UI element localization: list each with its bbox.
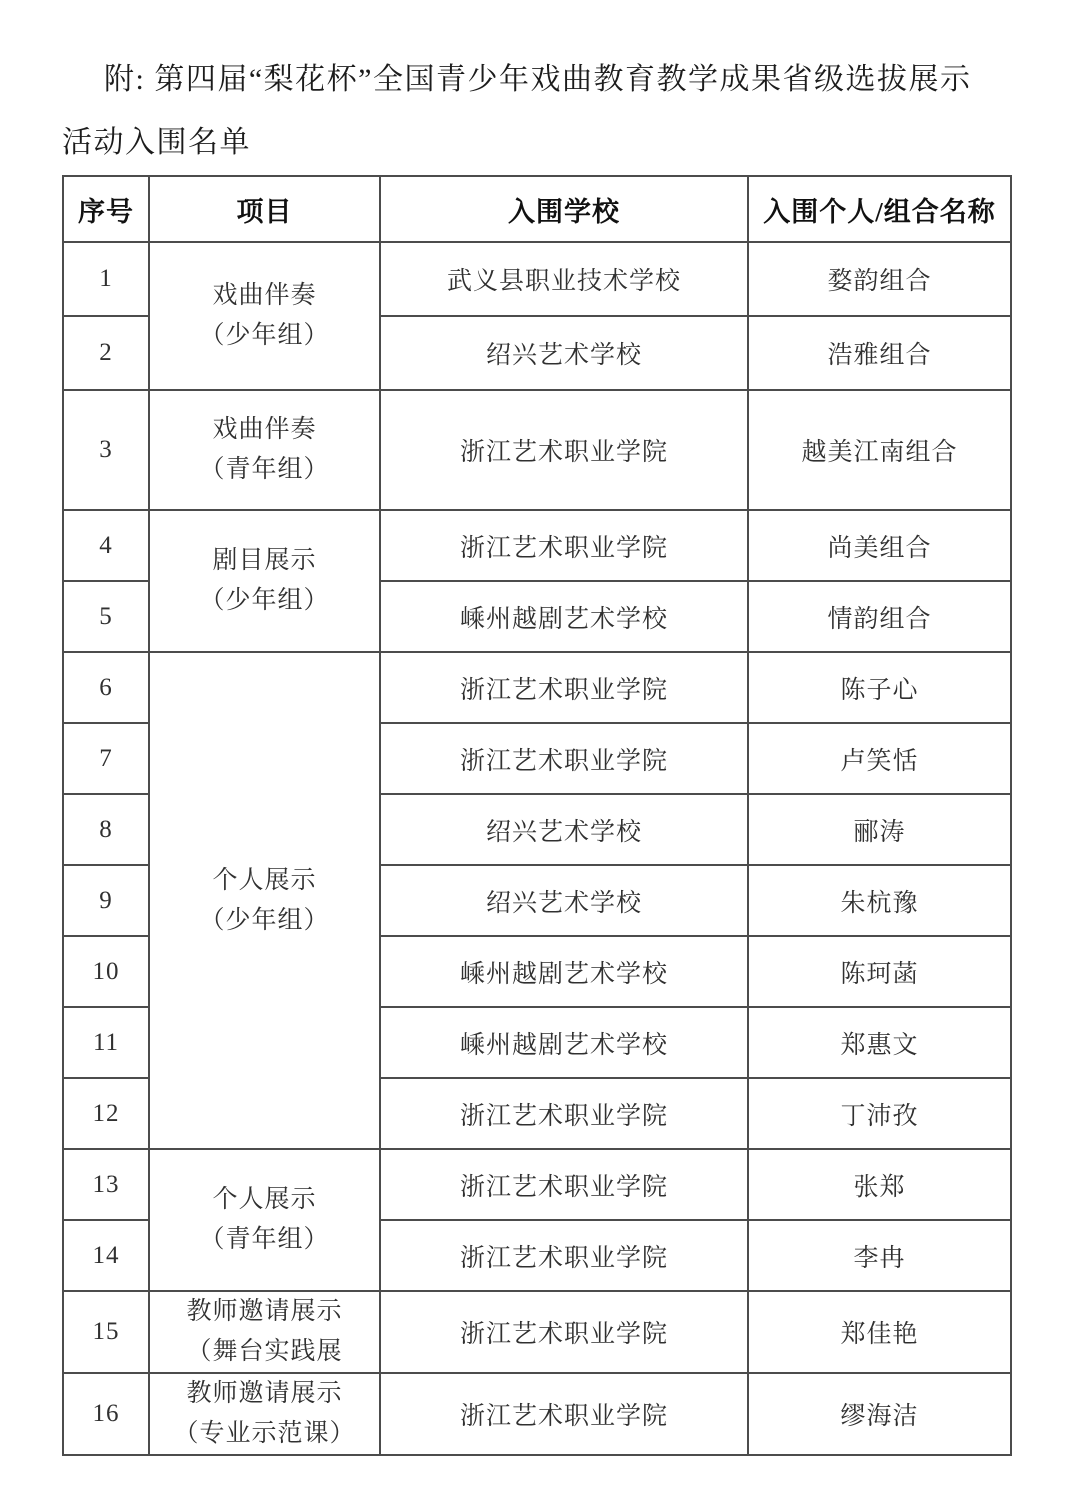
document-title-line1: 附: 第四届“梨花杯”全国青少年戏曲教育教学成果省级选拔展示 (104, 63, 972, 96)
name-cell: 缪海洁 (748, 1373, 1011, 1455)
row-number-cell: 16 (63, 1373, 149, 1455)
school-cell: 武义县职业技术学校 (380, 242, 748, 316)
name-cell: 越美江南组合 (748, 390, 1011, 510)
project-line: （青年组） (199, 456, 330, 483)
project-line: （少年组） (199, 587, 330, 614)
table-row (63, 652, 1011, 723)
col-header-project: 项目 (149, 176, 380, 242)
project-line: 剧目展示 (212, 547, 317, 574)
table-row (63, 242, 1011, 316)
school-cell: 浙江艺术职业学院 (380, 1149, 748, 1220)
name-cell: 郦涛 (748, 794, 1011, 865)
project-cell (149, 242, 380, 390)
project-cell (149, 390, 380, 510)
project-line: （青年组） (199, 1226, 330, 1253)
document-title-line2: 活动入围名单 (62, 126, 251, 159)
row-number-cell: 11 (63, 1007, 149, 1078)
school-cell: 绍兴艺术学校 (380, 865, 748, 936)
row-number-cell: 15 (63, 1291, 149, 1373)
school-cell: 嵊州越剧艺术学校 (380, 936, 748, 1007)
table-row (63, 510, 1011, 581)
row-number-cell: 9 (63, 865, 149, 936)
school-cell: 浙江艺术职业学院 (380, 1373, 748, 1455)
school-cell: 浙江艺术职业学院 (380, 1220, 748, 1291)
row-number-cell: 2 (63, 316, 149, 390)
project-line: （舞台实践展 (186, 1338, 343, 1365)
school-cell: 浙江艺术职业学院 (380, 1291, 748, 1373)
school-cell: 浙江艺术职业学院 (380, 723, 748, 794)
name-cell: 陈子心 (748, 652, 1011, 723)
project-cell (149, 1291, 380, 1373)
project-line: 个人展示 (212, 866, 317, 894)
name-cell: 陈珂菡 (748, 936, 1011, 1007)
project-line: （少年组） (199, 322, 330, 349)
school-cell: 绍兴艺术学校 (380, 316, 748, 390)
col-header-entrant-name: 入围个人/组合名称 (748, 176, 1011, 242)
project-line: （少年组） (199, 906, 330, 934)
col-header-school: 入围学校 (380, 176, 748, 242)
name-cell: 情韵组合 (748, 581, 1011, 652)
row-number-cell: 8 (63, 794, 149, 865)
name-cell: 浩雅组合 (748, 316, 1011, 390)
project-cell (149, 510, 380, 652)
project-line: 戏曲伴奏 (212, 416, 317, 443)
project-cell (149, 1373, 380, 1455)
project-line: 教师邀请展示 (186, 1298, 343, 1325)
name-cell: 郑佳艳 (748, 1291, 1011, 1373)
project-line: 戏曲伴奏 (212, 282, 317, 309)
table-row (63, 1291, 1011, 1373)
document-title (0, 0, 1080, 174)
project-line: 教师邀请展示 (186, 1380, 343, 1407)
school-cell: 浙江艺术职业学院 (380, 510, 748, 581)
name-cell: 朱杭豫 (748, 865, 1011, 936)
name-cell: 张郑 (748, 1149, 1011, 1220)
name-cell: 卢笑恬 (748, 723, 1011, 794)
row-number-cell: 7 (63, 723, 149, 794)
table-row (63, 390, 1011, 510)
table-row (63, 1373, 1011, 1455)
project-cell (149, 652, 380, 1149)
school-cell: 嵊州越剧艺术学校 (380, 1007, 748, 1078)
row-number-cell: 5 (63, 581, 149, 652)
results-table-body (63, 242, 1011, 1455)
row-number-cell: 1 (63, 242, 149, 316)
name-cell: 李冉 (748, 1220, 1011, 1291)
table-header-row (63, 176, 1011, 242)
project-line: （专业示范课） (173, 1420, 356, 1447)
results-table (62, 175, 1012, 1456)
name-cell: 尚美组合 (748, 510, 1011, 581)
school-cell: 浙江艺术职业学院 (380, 390, 748, 510)
row-number-cell: 12 (63, 1078, 149, 1149)
row-number-cell: 13 (63, 1149, 149, 1220)
school-cell: 浙江艺术职业学院 (380, 1078, 748, 1149)
project-line: 个人展示 (212, 1186, 317, 1213)
row-number-cell: 14 (63, 1220, 149, 1291)
school-cell: 绍兴艺术学校 (380, 794, 748, 865)
school-cell: 浙江艺术职业学院 (380, 652, 748, 723)
col-header-number: 序号 (63, 176, 149, 242)
row-number-cell: 10 (63, 936, 149, 1007)
row-number-cell: 6 (63, 652, 149, 723)
school-cell: 嵊州越剧艺术学校 (380, 581, 748, 652)
table-row (63, 1149, 1011, 1220)
name-cell: 郑惠文 (748, 1007, 1011, 1078)
project-cell (149, 1149, 380, 1291)
name-cell: 丁沛孜 (748, 1078, 1011, 1149)
row-number-cell: 4 (63, 510, 149, 581)
row-number-cell: 3 (63, 390, 149, 510)
name-cell: 婺韵组合 (748, 242, 1011, 316)
